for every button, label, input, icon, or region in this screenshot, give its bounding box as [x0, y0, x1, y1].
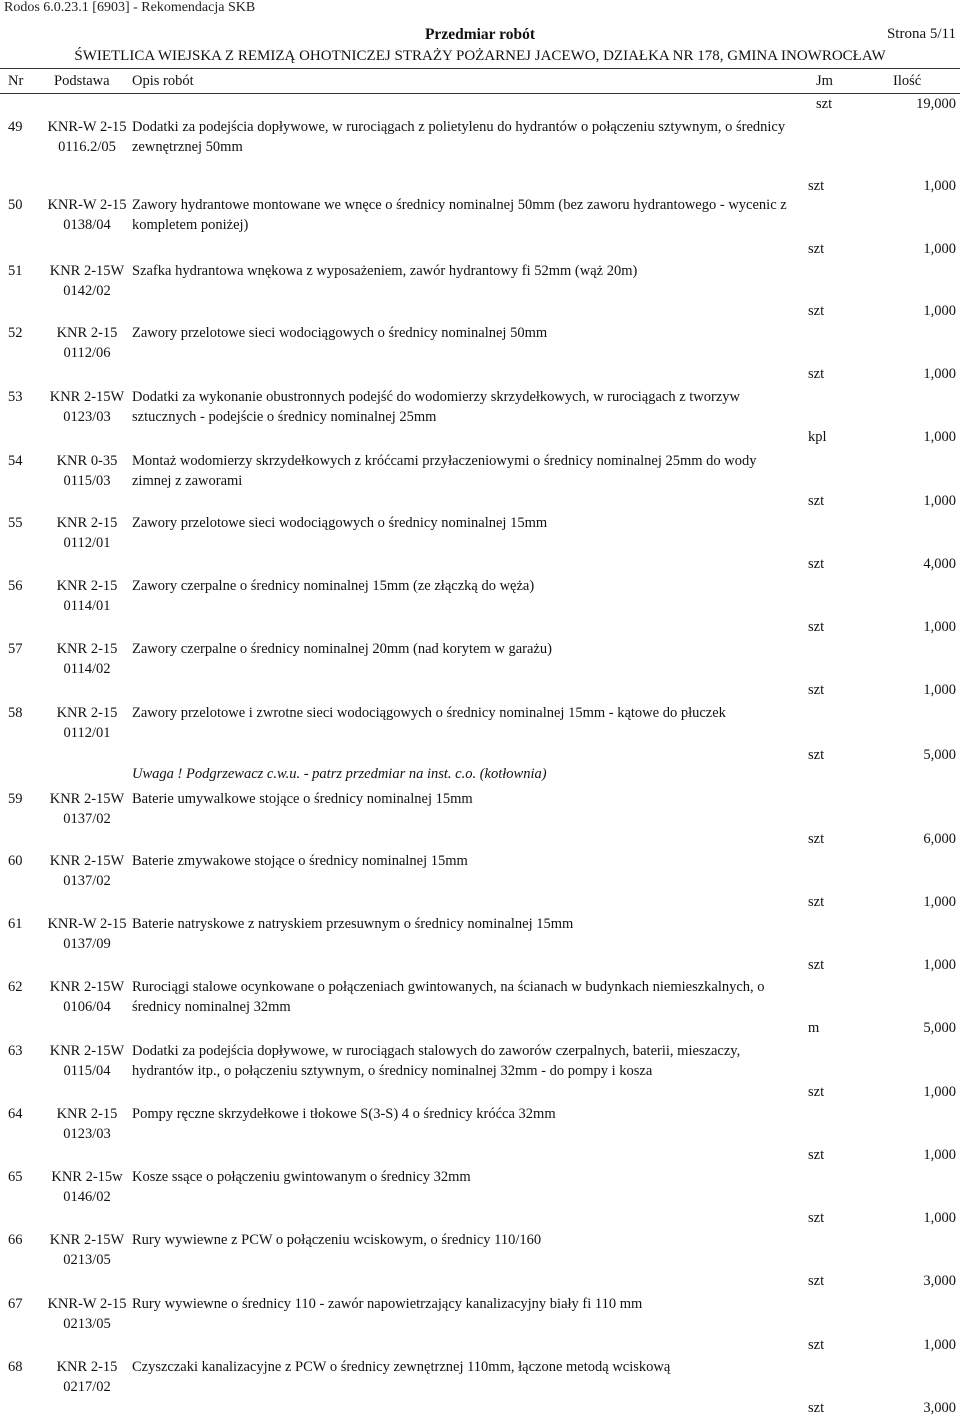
item-number: 49: [8, 119, 23, 135]
item-quantity: 1,000: [923, 682, 956, 698]
item-unit: szt: [808, 1210, 825, 1226]
item-description: Zawory przelotowe sieci wodociągowych o średnicy nominalnej 15mm: [132, 515, 548, 531]
heater-note: Uwaga ! Podgrzewacz c.w.u. - patrz przedmiar na inst. c.o. (kotłownia): [132, 766, 547, 782]
item-basis-code: KNR 2-15 0112/01: [56, 515, 118, 551]
item-basis-code: KNR 2-15 0123/03: [56, 1106, 118, 1142]
item-quantity: 1,000: [923, 241, 956, 257]
item-quantity: 1,000: [923, 493, 956, 509]
item-quantity: 3,000: [923, 1400, 956, 1416]
item-number: 63: [8, 1043, 23, 1059]
item-quantity: 1,000: [923, 894, 956, 910]
item-basis-code: KNR 2-15 0114/01: [56, 578, 118, 614]
col-header-base: Podstawa: [54, 73, 110, 89]
item-basis-code: KNR 2-15 0114/02: [56, 641, 118, 677]
item-basis-code: KNR 2-15W 0123/03: [49, 389, 125, 425]
project-title: ŚWIETLICA WIEJSKA Z REMIZĄ OHOTNICZEJ STRAŻY POŻARNEJ JACEWO, DZIAŁKA NR 178, GMINA INOWROCŁAW: [74, 48, 886, 64]
item-number: 59: [8, 791, 23, 807]
item-unit: szt: [808, 1337, 825, 1353]
item-number: 65: [8, 1169, 23, 1185]
item-unit: szt: [808, 894, 825, 910]
item-description: Zawory czerpalne o średnicy nominalnej 15mm (ze złączką do węża): [132, 578, 535, 594]
item-quantity: 1,000: [923, 178, 956, 194]
item-description: Czyszczaki kanalizacyjne z PCW o średnicy zewnętrznej 110mm, łączone metodą wciskową: [132, 1359, 671, 1375]
col-header-jm: Jm: [816, 73, 833, 89]
item-description: Baterie umywalkowe stojące o średnicy nominalnej 15mm: [132, 791, 473, 807]
item-quantity: 1,000: [923, 1147, 956, 1163]
item-number: 62: [8, 979, 23, 995]
item-number: 50: [8, 197, 23, 213]
item-unit: szt: [808, 682, 825, 698]
item-number: 58: [8, 705, 23, 721]
item-basis-code: KNR 2-15W 0142/02: [49, 263, 125, 299]
item-basis-code: KNR 2-15W 0213/05: [49, 1232, 125, 1268]
item-basis-code: KNR 2-15W 0137/02: [49, 853, 125, 889]
item-description: Zawory czerpalne o średnicy nominalnej 20mm (nad korytem w garażu): [132, 641, 552, 657]
item-number: 64: [8, 1106, 23, 1122]
item-description: Dodatki za podejścia dopływowe, w rurociągach stalowych do zaworów czerpalnych, baterii, mieszaczy, hydrantów itp., o połączeniu sztywnym, o średnicy nominalnej 32mm - do pompy i kosza: [132, 1043, 741, 1079]
item-quantity: 1,000: [923, 619, 956, 635]
item-basis-code: KNR-W 2-15 0213/05: [47, 1296, 127, 1332]
item-description: Rury wywiewne z PCW o połączeniu wciskowym, o średnicy 110/160: [132, 1232, 542, 1248]
item-unit: szt: [808, 619, 825, 635]
item-description: Rurociągi stalowe ocynkowane o połączeniach gwintowanych, na ścianach w budynkach niemieszkalnych, o średnicy nominalnej 32mm: [132, 979, 765, 1015]
item-quantity: 1,000: [923, 429, 956, 445]
item-quantity: 1,000: [923, 366, 956, 382]
item-quantity: 1,000: [923, 1210, 956, 1226]
item-description: Montaż wodomierzy skrzydełkowych z króćcami przyłaczeniowymi o średnicy nominalnej 25mm do wody zimnej z zaworami: [132, 453, 757, 489]
item-number: 61: [8, 916, 23, 932]
item-number: 55: [8, 515, 23, 531]
header-rule-bottom: [0, 93, 960, 94]
item-unit: szt: [808, 1084, 825, 1100]
item-unit: szt: [808, 1400, 825, 1416]
item-number: 52: [8, 325, 23, 341]
document-title: Przedmiar robót: [424, 26, 536, 43]
item-quantity: 5,000: [923, 747, 956, 763]
item-quantity: 6,000: [923, 831, 956, 847]
item-description: Rury wywiewne o średnicy 110 - zawór napowietrzający kanalizacyjny biały fi 110 mm: [132, 1296, 643, 1312]
item-description: Zawory przelotowe sieci wodociągowych o średnicy nominalnej 50mm: [132, 325, 548, 341]
item-description: Zawory przelotowe i zwrotne sieci wodociągowych o średnicy nominalnej 15mm - kątowe do płuczek: [132, 705, 726, 721]
item-description: Zawory hydrantowe montowane we wnęce o średnicy nominalnej 50mm (bez zaworu hydrantowego - wycenic z kompletem poniżej): [132, 197, 787, 233]
page-number: Strona 5/11: [886, 26, 956, 42]
item-description: Baterie zmywakowe stojące o średnicy nominalnej 15mm: [132, 853, 468, 869]
item-unit: szt: [808, 1273, 825, 1289]
col-header-nr: Nr: [8, 73, 24, 89]
item-unit: m: [808, 1020, 820, 1036]
item-basis-code: KNR 2-15w 0146/02: [51, 1169, 123, 1205]
header-rule-top: [0, 68, 960, 69]
item-description: Dodatki za wykonanie obustronnych podejść do wodomierzy skrzydełkowych, w rurociągach z tworzyw sztucznych - podejście o średnicy nominalnej 25mm: [132, 389, 741, 425]
item-description: Baterie natryskowe z natryskiem przesuwnym o średnicy nominalnej 15mm: [132, 916, 574, 932]
item-description: Dodatki za podejścia dopływowe, w rurociągach z polietylenu do hydrantów o połączeniu sztywnym, o średnicy zewnętrznej 50mm: [132, 119, 786, 155]
item-basis-code: KNR 2-15W 0106/04: [49, 979, 125, 1015]
item-basis-code: KNR-W 2-15 0138/04: [47, 197, 127, 233]
item-number: 66: [8, 1232, 23, 1248]
item-number: 53: [8, 389, 23, 405]
col-header-desc: Opis robót: [132, 73, 194, 89]
col-header-qty: Ilość: [893, 73, 922, 89]
item-basis-code: KNR-W 2-15 0116.2/05: [47, 119, 127, 155]
item-basis-code: KNR-W 2-15 0137/09: [47, 916, 127, 952]
item-unit: szt: [808, 556, 825, 572]
item-quantity: 4,000: [923, 556, 956, 572]
item-basis-code: KNR 2-15 0112/06: [56, 325, 118, 361]
item-basis-code: KNR 2-15 0217/02: [56, 1359, 118, 1395]
item-basis-code: KNR 2-15W 0115/04: [49, 1043, 125, 1079]
item-number: 68: [8, 1359, 23, 1375]
carry-over-unit: szt: [816, 96, 833, 112]
item-unit: szt: [808, 831, 825, 847]
item-unit: szt: [808, 957, 825, 973]
item-basis-code: KNR 0-35 0115/03: [56, 453, 118, 489]
item-quantity: 3,000: [923, 1273, 956, 1289]
item-basis-code: KNR 2-15W 0137/02: [49, 791, 125, 827]
carry-over-quantity: 19,000: [916, 96, 956, 112]
item-quantity: 5,000: [923, 1020, 956, 1036]
item-unit: szt: [808, 178, 825, 194]
item-unit: szt: [808, 1147, 825, 1163]
item-unit: szt: [808, 747, 825, 763]
item-number: 60: [8, 853, 23, 869]
item-quantity: 1,000: [923, 957, 956, 973]
item-unit: szt: [808, 493, 825, 509]
item-unit: kpl: [808, 429, 827, 445]
item-unit: szt: [808, 366, 825, 382]
item-quantity: 1,000: [923, 303, 956, 319]
item-number: 56: [8, 578, 23, 594]
item-description: Kosze ssące o połączeniu gwintowanym o średnicy 32mm: [132, 1169, 471, 1185]
item-number: 57: [8, 641, 23, 657]
item-quantity: 1,000: [923, 1084, 956, 1100]
item-description: Szafka hydrantowa wnękowa z wyposażeniem, zawór hydrantowy fi 52mm (wąż 20m): [132, 263, 638, 279]
item-number: 67: [8, 1296, 23, 1312]
item-description: Pompy ręczne skrzydełkowe i tłokowe S(3-S) 4 o średnicy króćca 32mm: [132, 1106, 556, 1122]
item-number: 54: [8, 453, 23, 469]
app-title: Rodos 6.0.23.1 [6903] - Rekomendacja SKB: [4, 0, 256, 15]
item-unit: szt: [808, 241, 825, 257]
item-unit: szt: [808, 303, 825, 319]
item-quantity: 1,000: [923, 1337, 956, 1353]
item-basis-code: KNR 2-15 0112/01: [56, 705, 118, 741]
item-number: 51: [8, 263, 23, 279]
